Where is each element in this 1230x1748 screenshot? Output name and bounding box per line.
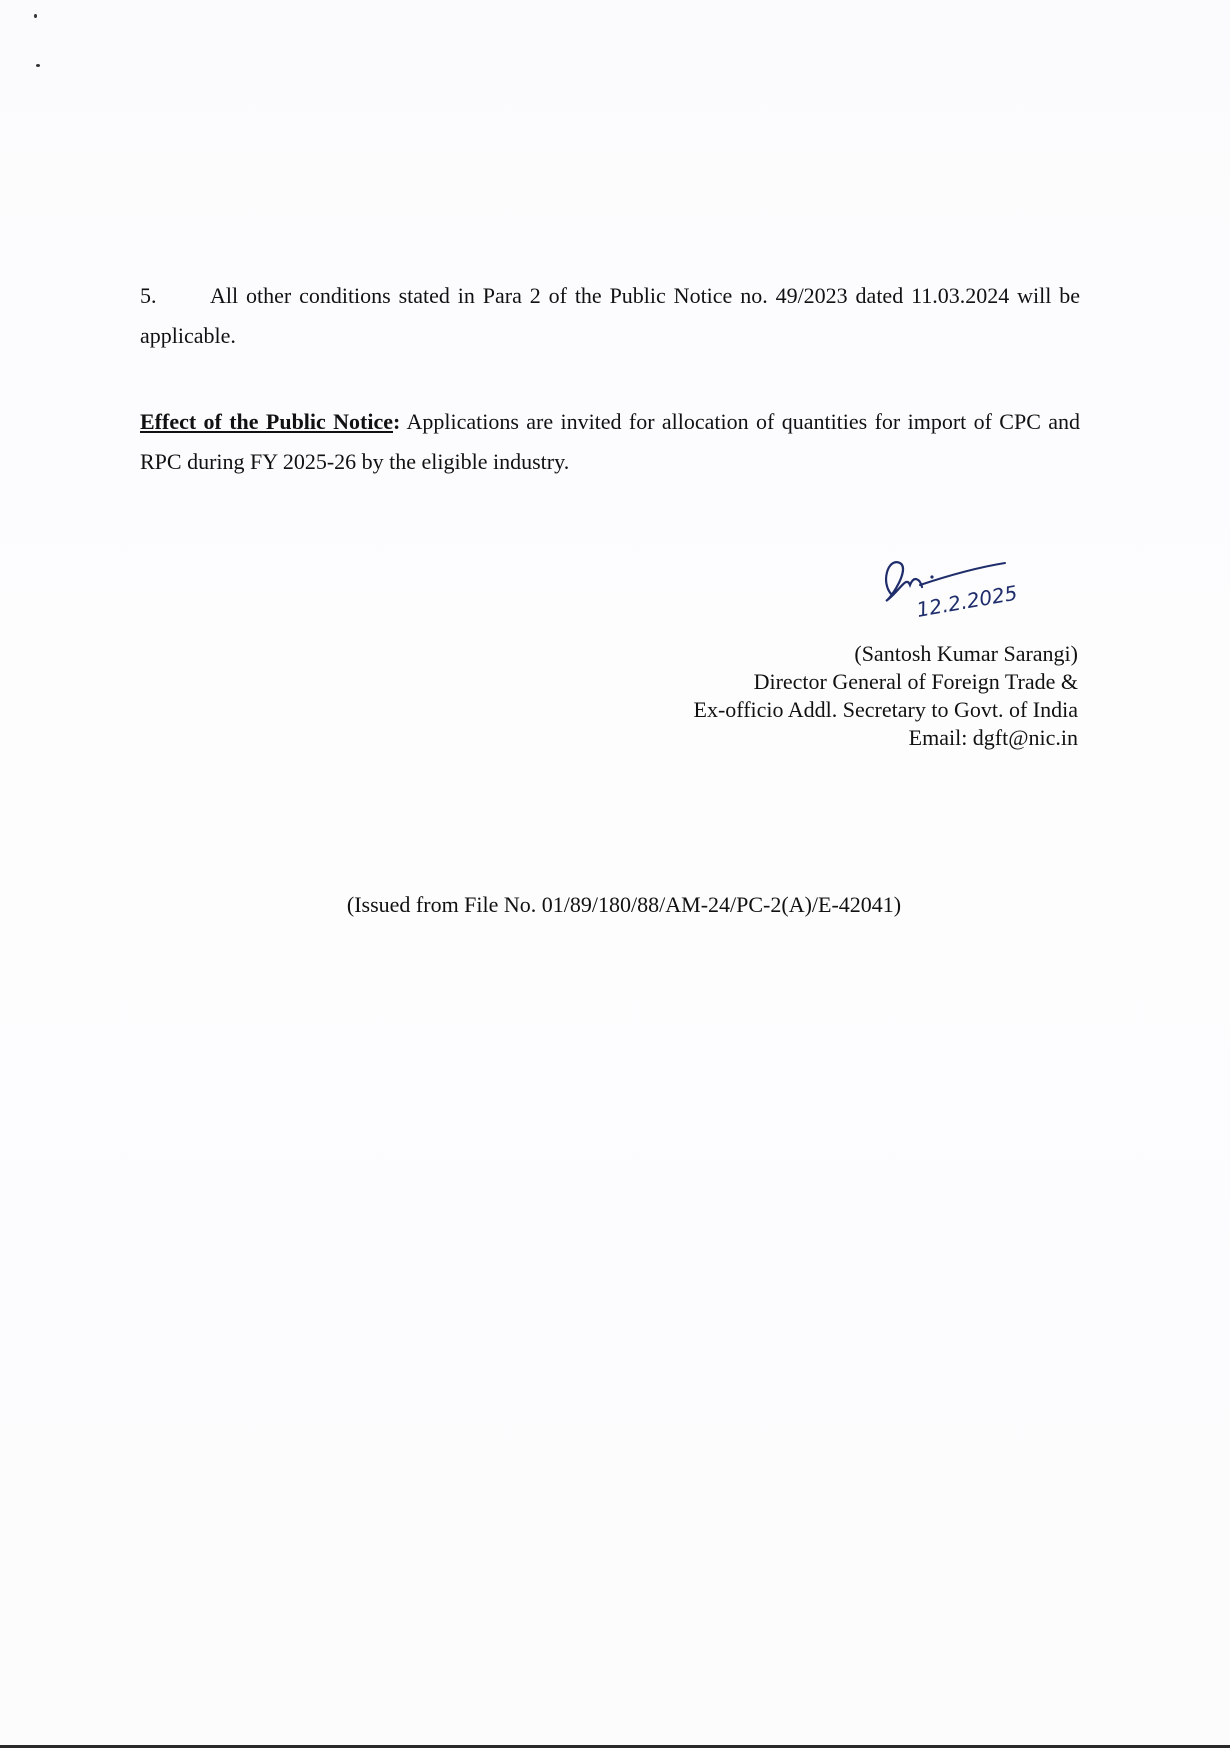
issued-from-file: (Issued from File No. 01/89/180/88/AM-24/PC-2(A)/E-42041): [346, 892, 902, 917]
effect-colon: :: [393, 409, 401, 434]
effect-heading: Effect of the Public Notice: [140, 409, 393, 434]
signature-date: [915, 581, 1019, 622]
signatory-designation-secondary: Ex-officio Addl. Secretary to Govt. of India: [693, 697, 1078, 722]
signatory-block: [694, 640, 1079, 752]
paragraph-number: 5.: [140, 283, 157, 308]
effect-text: Applications are invited for allocation of quantities for import of CPC and RPC during FY 2025-26 by the eligible industry.: [140, 409, 1080, 474]
paragraph-5: [140, 276, 1080, 356]
svg-text:12.2.2025: 12.2.2025: [914, 580, 1020, 622]
paragraph-5-text: All other conditions stated in Para 2 of the Public Notice no. 49/2023 dated 11.03.2024 will be applicable.: [140, 283, 1080, 348]
scan-speck: [34, 14, 37, 18]
signatory-email: Email: dgft@nic.in: [908, 725, 1078, 750]
handwritten-signature: [870, 545, 1050, 625]
scan-speck: [36, 64, 40, 67]
effect-paragraph: [140, 402, 1080, 482]
signatory-designation: Director General of Foreign Trade &: [753, 669, 1078, 694]
signatory-name: (Santosh Kumar Sarangi): [854, 641, 1078, 666]
